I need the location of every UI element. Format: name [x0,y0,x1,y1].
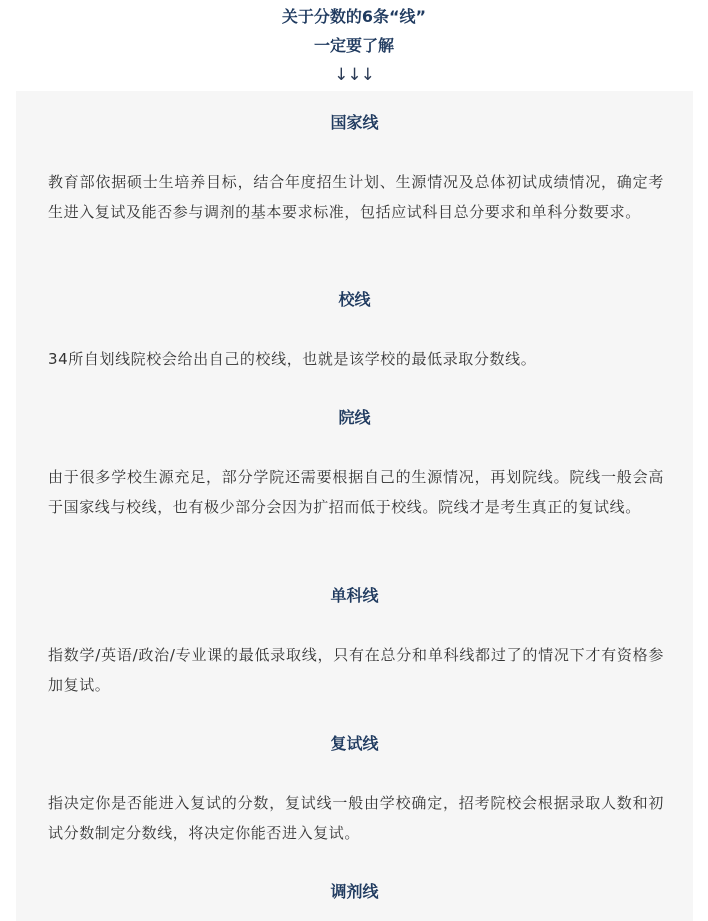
section-title-college-line: 院线 [338,408,371,427]
content-panel [16,91,693,921]
section-body-school-line: 34所自划线院校会给出自己的校线，也就是该学校的最低录取分数线。 [48,350,537,368]
section-title-single-subject-line: 单科线 [330,586,379,605]
section-title-retest-line: 复试线 [330,734,379,753]
header-title-line2: 一定要了解 [313,36,394,55]
section-body-single-subject-line: 指数学/英语/政治/专业课的最低录取线，只有在总分和单科线都过了的情况下才有资格参加复试。 [48,646,664,694]
section-body-college-line: 由于很多学校生源充足，部分学院还需要根据自己的生源情况，再划院线。院线一般会高于国家线与校线，也有极少部分会因为扩招而低于校线。院线才是考生真正的复试线。 [48,468,664,516]
down-arrows-icon: ↓↓↓ [334,65,374,85]
section-title-adjustment-line: 调剂线 [330,882,379,901]
section-body-national-line: 教育部依据硕士生培养目标，结合年度招生计划、生源情况及总体初试成绩情况，确定考生进入复试及能否参与调剂的基本要求标准，包括应试科目总分要求和单科分数要求。 [48,173,664,221]
header-title-line1: 关于分数的6条“线” [281,7,427,26]
section-title-school-line: 校线 [338,290,371,309]
section-title-national-line: 国家线 [330,113,379,132]
section-body-retest-line: 指决定你是否能进入复试的分数，复试线一般由学校确定，招考院校会根据录取人数和初试分数制定分数线，将决定你能否进入复试。 [48,794,664,842]
